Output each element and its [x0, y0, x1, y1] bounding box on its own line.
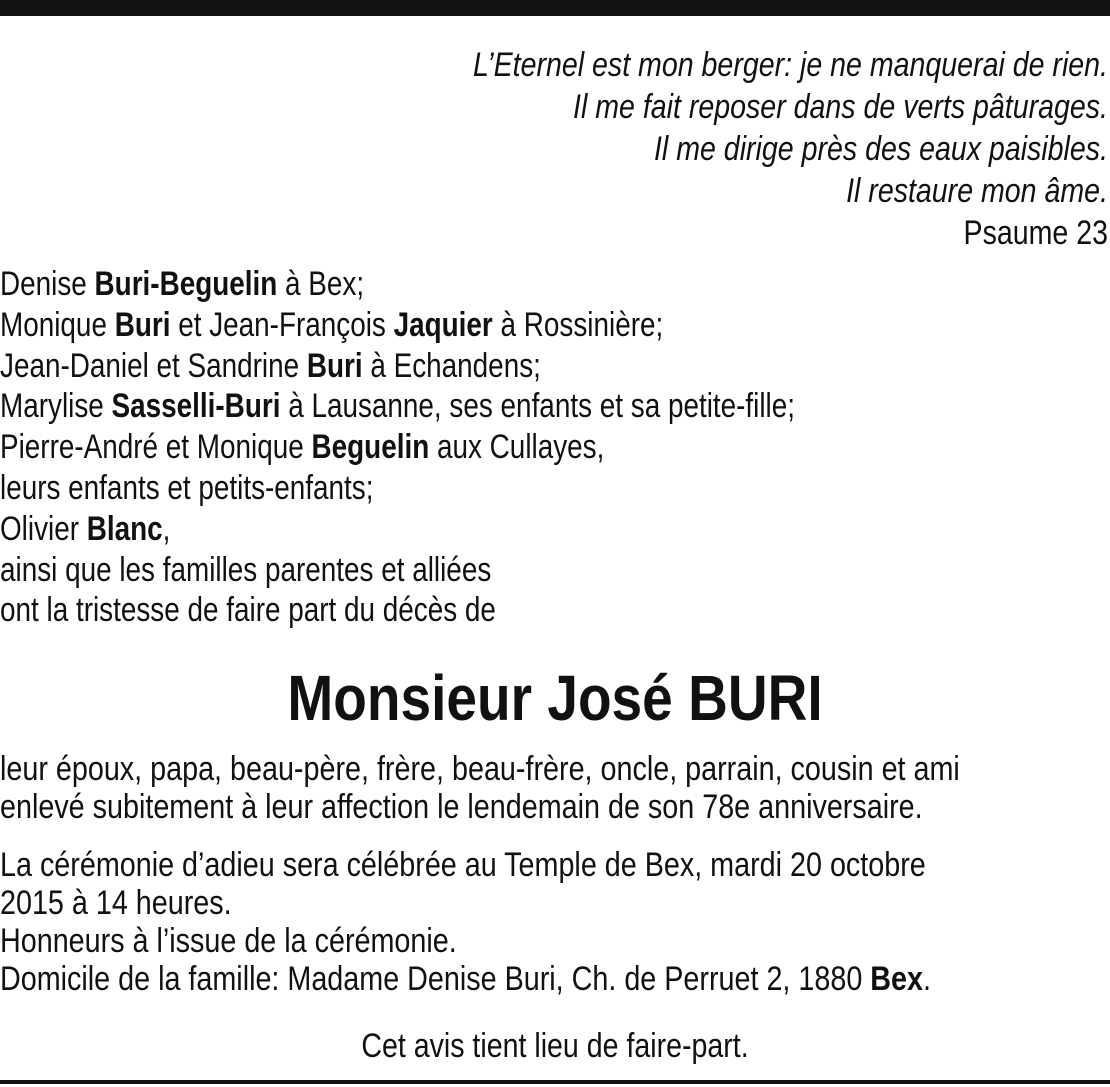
family-surname: Beguelin — [311, 428, 430, 467]
body-line: La cérémonie d’adieu sera célébrée au Temple de Bex, mardi 20 octobre — [0, 846, 926, 884]
family-text: aux Cullayes, — [429, 428, 605, 467]
body-line — [0, 960, 1107, 998]
family-line — [0, 346, 984, 387]
body-line: leur époux, papa, beau-père, frère, beau-frère, oncle, parrain, cousin et ami — [0, 750, 960, 788]
family-surname: Buri — [114, 305, 171, 344]
psalm-verse — [268, 44, 1108, 254]
family-text: et Jean-François — [170, 305, 394, 344]
family-surname: Buri-Beguelin — [94, 265, 278, 303]
family-line — [0, 386, 984, 427]
family-text: à Rossinière; — [492, 305, 664, 344]
family-line: ont la tristesse de faire part du décès de — [0, 591, 496, 630]
family-text: à Bex; — [277, 265, 365, 303]
body-line: 2015 à 14 heures. — [0, 884, 232, 922]
family-text: Monique — [0, 305, 115, 344]
body-line: enlevé subitement à leur affection le lendemain de son 78e anniversaire. — [0, 788, 923, 826]
family-text: Olivier — [0, 509, 87, 548]
deceased-name: Monsieur José BURI — [287, 662, 823, 734]
family-text: Pierre-André et Monique — [0, 428, 312, 467]
family-line: leurs enfants et petits-enfants; — [0, 468, 374, 507]
family-line — [0, 427, 984, 468]
family-line — [0, 509, 984, 550]
verse-line: Il me dirige près des eaux paisibles. — [653, 130, 1108, 168]
tribute-text — [0, 750, 1107, 826]
family-text: Jean-Daniel et Sandrine — [0, 346, 307, 385]
family-list — [0, 264, 984, 631]
family-line — [0, 305, 984, 346]
bottom-rule — [0, 1080, 1110, 1084]
family-line: ainsi que les familles parentes et alliées — [0, 550, 492, 589]
family-surname: Buri — [306, 346, 363, 385]
verse-line: L’Eternel est mon berger: je ne manquerai de rien. — [472, 46, 1108, 84]
family-text: Marylise — [0, 387, 112, 426]
family-text: à Echandens; — [362, 346, 541, 385]
ceremony-details — [0, 846, 1107, 998]
footer-note: Cet avis tient lieu de faire-part. — [361, 1027, 749, 1065]
verse-line: Il restaure mon âme. — [846, 172, 1108, 210]
family-surname: Blanc — [86, 509, 163, 548]
family-text: à Lausanne, ses enfants et sa petite-fille; — [280, 387, 796, 426]
body-line: Honneurs à l’issue de la cérémonie. — [0, 922, 457, 960]
top-rule — [0, 0, 1110, 16]
verse-line: Il me fait reposer dans de verts pâturages. — [573, 88, 1108, 126]
family-text: , — [162, 509, 171, 548]
family-text: Denise — [0, 265, 95, 303]
address-text: . — [923, 960, 931, 998]
address-town: Bex — [870, 960, 924, 998]
family-line — [0, 264, 984, 305]
family-surname: Sasselli-Buri — [111, 387, 281, 426]
address-text: Domicile de la famille: Madame Denise Buri, Ch. de Perruet 2, 1880 — [0, 960, 871, 998]
verse-reference: Psaume 23 — [963, 214, 1108, 252]
family-surname: Jaquier — [393, 305, 493, 344]
